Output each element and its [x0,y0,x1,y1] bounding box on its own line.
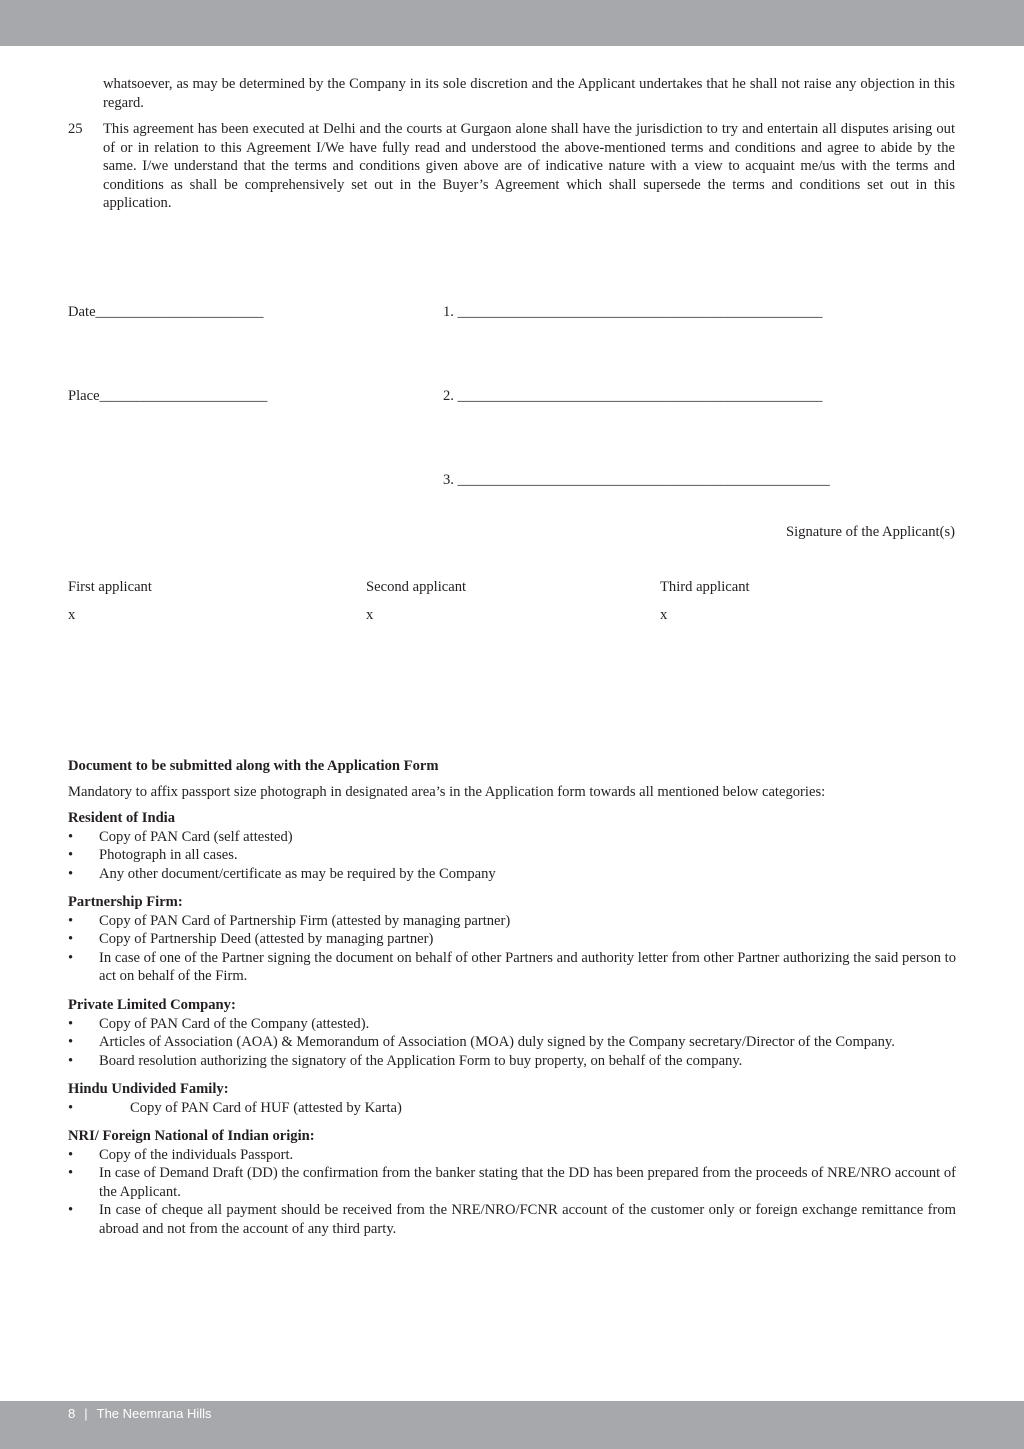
list-item-text: Board resolution authorizing the signatory of the Application Form to buy property, on behalf of the company. [99,1052,743,1069]
bullet-icon: • [68,1146,74,1163]
clause-25-number: 25 [68,121,83,137]
clause-25-text: This agreement has been executed at Delhi and the courts at Gurgaon alone shall have the jurisdiction to try and entertain all disputes arising out of or in relation to this Agreement I/We have fully read and understood the above-mentioned terms and conditions and agree to abide by the same. I/we understand that the terms and conditions given above are of indicative nature with a view to acquaint me/us with the terms and conditions as shall be comprehensively set out in the Buyer’s Agreement which shall supersede the terms and conditions set out in this application. [103,121,955,211]
document-list [68,1015,956,1071]
list-item [68,1015,956,1034]
second-applicant-label: Second applicant [366,579,467,595]
list-item-text: Copy of the individuals Passport. [99,1146,294,1163]
list-item-text: In case of cheque all payment should be received from the NRE/NRO/FCNR account of the customer only or foreign exchange remittance from abroad and not from the account of any third party. [99,1202,956,1237]
documents-heading: Document to be submitted along with the Application Form [68,758,439,774]
bullet-icon: • [68,1052,74,1069]
signature-line-1[interactable]: 1. __________________________________________________ [443,304,823,320]
list-item-text: Copy of PAN Card (self attested) [99,828,293,845]
bullet-icon: • [68,1099,74,1116]
list-item-text: Copy of Partnership Deed (attested by managing partner) [99,931,434,948]
bullet-icon: • [68,865,74,882]
signature-label: Signature of the Applicant(s) [785,524,955,540]
list-item-text: In case of one of the Partner signing the document on behalf of other Partners and authority letter from other Partner authorizing the said person to act on behalf of the Firm. [99,949,956,985]
list-item-text: Any other document/certificate as may be required by the Company [99,865,496,882]
bullet-icon: • [68,1165,74,1182]
list-item [68,828,956,847]
category-hindu-undivided-family [68,1080,956,1117]
list-item [68,930,956,949]
page-number: 8 [68,1406,76,1421]
category-title: Resident of India [68,810,176,826]
list-item [68,949,956,986]
third-applicant-mark[interactable]: x [660,607,668,623]
list-item [68,846,956,865]
list-item [68,1052,956,1071]
bullet-icon: • [68,931,74,948]
document-list [68,1146,956,1239]
signature-line-2[interactable]: 2. __________________________________________________ [443,388,823,404]
list-item [68,1164,956,1201]
footer-title: The Neemrana Hills [96,1406,212,1421]
bullet-icon: • [68,828,74,845]
bullet-icon: • [68,847,74,864]
list-item-text: Copy of PAN Card of Partnership Firm (attested by managing partner) [99,912,511,929]
bullet-icon: • [68,1034,74,1051]
header-band [0,0,1024,46]
clause-24-continuation: whatsoever, as may be determined by the Company in its sole discretion and the Applicant undertakes that he shall not raise any objection in this regard. [103,76,955,111]
list-item [68,1146,956,1165]
list-item [68,1033,956,1052]
place-field[interactable]: Place_______________________ [68,388,268,404]
bullet-icon: • [68,912,74,929]
documents-intro: Mandatory to affix passport size photograph in designated area’s in the Application form towards all mentioned below categories: [68,784,826,800]
category-private-limited-company [68,996,956,1070]
second-applicant-mark[interactable]: x [366,607,374,623]
third-applicant-label: Third applicant [660,579,750,595]
first-applicant-label: First applicant [68,579,152,595]
bullet-icon: • [68,1015,74,1032]
list-item [68,865,956,884]
bullet-icon: • [68,949,74,966]
list-item [68,1201,956,1238]
signature-line-3[interactable]: 3. ___________________________________________________ [443,472,830,488]
list-item [68,912,956,931]
category-partnership-firm [68,893,956,986]
first-applicant-mark[interactable]: x [68,607,76,623]
category-title: Private Limited Company: [68,997,236,1013]
list-item-text: Copy of PAN Card of the Company (attested). [99,1015,370,1032]
document-list [68,1099,956,1118]
category-title: NRI/ Foreign National of Indian origin: [68,1128,315,1144]
bullet-icon: • [68,1202,74,1219]
category-resident-of-india [68,809,956,883]
document-list [68,828,956,884]
list-item-text: In case of Demand Draft (DD) the confirmation from the banker stating that the DD has been prepared from the proceeds of NRE/NRO account of the Applicant. [99,1165,956,1200]
list-item-text: Photograph in all cases. [99,847,238,864]
page-footer [68,1406,212,1421]
list-item-text: Articles of Association (AOA) & Memorandum of Association (MOA) duly signed by the Company secretary/Director of the Company. [99,1034,895,1051]
category-nri-foreign-national [68,1127,956,1238]
category-title: Hindu Undivided Family: [68,1081,229,1097]
category-title: Partnership Firm: [68,894,183,910]
footer-separator: | [84,1406,88,1421]
date-field[interactable]: Date_______________________ [68,304,264,320]
document-list [68,912,956,986]
list-item-text: Copy of PAN Card of HUF (attested by Karta) [130,1099,402,1116]
list-item [68,1099,956,1118]
